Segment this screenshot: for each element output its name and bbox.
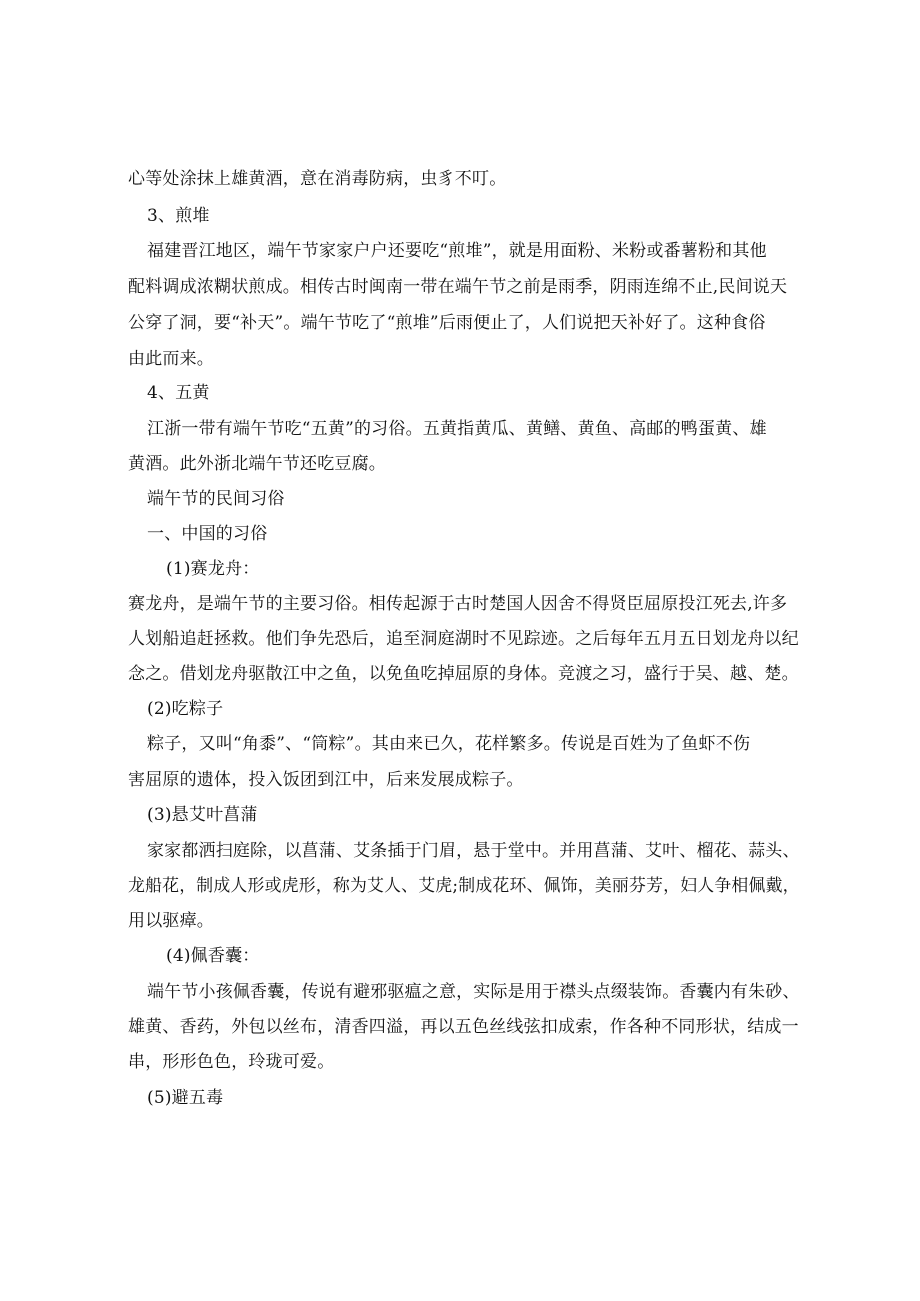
text-line: 赛龙舟，是端午节的主要习俗。相传起源于古时楚国人因舍不得贤臣屈原投江死去,许多: [128, 594, 788, 614]
subsection-heading: (2)吃粽子: [147, 699, 224, 719]
text-line: 由此而来。: [128, 349, 214, 369]
subsection-heading: (1)赛龙舟：: [166, 559, 260, 579]
subsection-heading: (3)悬艾叶菖蒲: [147, 805, 258, 825]
text-line: 公穿了洞，要“补天”。端午节吃了“煎堆”后雨便止了，人们说把天补好了。这种食俗: [128, 313, 766, 333]
text-line: 黄酒。此外浙北端午节还吃豆腐。: [128, 454, 386, 474]
text-line: 福建晋江地区，端午节家家户户还要吃“煎堆”，就是用面粉、米粉或番薯粉和其他: [147, 241, 767, 261]
text-line: 雄黄、香药，外包以丝布，清香四溢，再以五色丝线弦扣成索，作各种不同形状，结成一: [128, 1017, 799, 1037]
subsection-heading: (5)避五毒: [147, 1088, 224, 1108]
section-heading: 4、五黄: [147, 383, 210, 403]
text-line: 家家都洒扫庭除，以菖蒲、艾条插于门眉，悬于堂中。并用菖蒲、艾叶、榴花、蒜头、: [147, 841, 800, 861]
text-line: 用以驱瘴。: [128, 911, 214, 931]
text-line: 江浙一带有端午节吃“五黄”的习俗。五黄指黄瓜、黄鳝、黄鱼、高邮的鸭蛋黄、雄: [147, 419, 767, 439]
text-line: 串，形形色色，玲珑可爱。: [128, 1052, 335, 1072]
text-line: 粽子，又叫“角黍”、“筒粽”。其由来已久，花样繁多。传说是百姓为了鱼虾不伤: [147, 734, 751, 754]
text-line: 害屈原的遗体，投入饭团到江中，后来发展成粽子。: [128, 770, 524, 790]
subsection-heading: (4)佩香囊：: [166, 946, 260, 966]
section-heading: 端午节的民间习俗: [147, 489, 285, 509]
text-line: 念之。借划龙舟驱散江中之鱼，以免鱼吃掉屈原的身体。竞渡之习，盛行于吴、越、楚。: [128, 664, 799, 684]
text-line: 端午节小孩佩香囊，传说有避邪驱瘟之意，实际是用于襟头点缀装饰。香囊内有朱砂、: [147, 982, 800, 1002]
section-heading: 3、煎堆: [147, 206, 210, 226]
section-heading: 一、中国的习俗: [147, 524, 268, 544]
text-line: 配料调成浓糊状煎成。相传古时闽南一带在端午节之前是雨季，阴雨连绵不止,民间说天: [128, 277, 788, 297]
text-line: 人划船追赶拯救。他们争先恐后，追至洞庭湖时不见踪迹。之后每年五月五日划龙舟以纪: [128, 629, 799, 649]
text-line: 龙船花，制成人形或虎形，称为艾人、艾虎;制成花环、佩饰，美丽芬芳，妇人争相佩戴，: [128, 876, 800, 896]
text-line: 心等处涂抹上雄黄酒，意在消毒防病，虫豸不叮。: [128, 169, 507, 189]
